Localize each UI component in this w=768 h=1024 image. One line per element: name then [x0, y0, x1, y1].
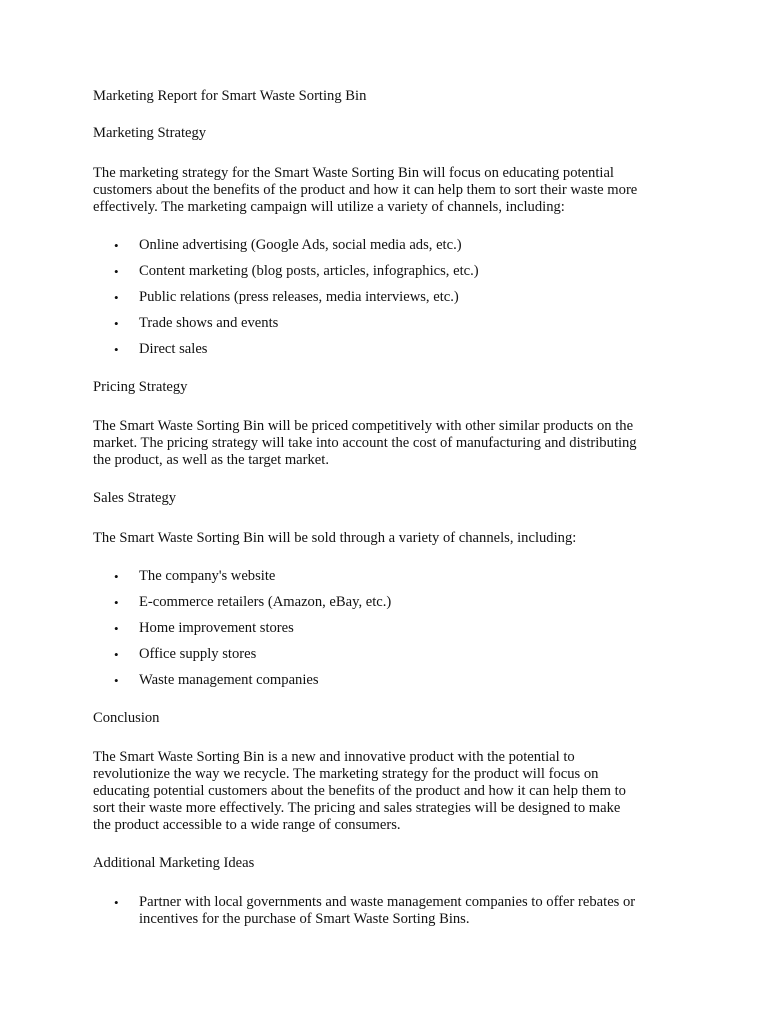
list-item — [0, 263, 768, 280]
paragraph-line: educating potential customers about the benefits of the product and how it can help them to — [93, 783, 626, 799]
list-item-text: Trade shows and events — [139, 315, 279, 331]
list-item — [0, 672, 768, 689]
list-item-text: Content marketing (blog posts, articles, infographics, etc.) — [139, 263, 479, 279]
marketing-strategy-intro — [93, 165, 683, 216]
list-item-text: E-commerce retailers (Amazon, eBay, etc.) — [139, 594, 392, 610]
paragraph-line: The Smart Waste Sorting Bin will be sold through a variety of channels, including: — [93, 530, 577, 546]
bullet-icon: • — [114, 895, 119, 910]
paragraph-line: The marketing strategy for the Smart Waste Sorting Bin will focus on educating potential — [93, 165, 614, 181]
list-item-text: incentives for the purchase of Smart Waste Sorting Bins. — [139, 911, 470, 927]
paragraph-line: customers about the benefits of the product and how it can help them to sort their waste more — [93, 182, 638, 198]
paragraph-line: market. The pricing strategy will take into account the cost of manufacturing and distributing — [93, 435, 637, 451]
sales-channels-list — [0, 568, 768, 689]
paragraph-line: revolutionize the way we recycle. The marketing strategy for the product will focus on — [93, 766, 599, 782]
list-item-text: Home improvement stores — [139, 620, 294, 636]
list-item-text: Online advertising (Google Ads, social media ads, etc.) — [139, 237, 462, 253]
list-item — [0, 894, 768, 928]
bullet-icon: • — [114, 316, 119, 331]
paragraph-line: The Smart Waste Sorting Bin will be priced competitively with other similar products on the — [93, 418, 634, 434]
marketing-channels-list — [0, 237, 768, 358]
pricing-strategy-heading: Pricing Strategy — [93, 379, 188, 395]
marketing-strategy-heading: Marketing Strategy — [93, 125, 207, 141]
paragraph-line: the product, as well as the target market. — [93, 452, 329, 468]
paragraph-line: sort their waste more effectively. The pricing and sales strategies will be designed to make — [93, 800, 621, 816]
additional-ideas-list — [0, 894, 768, 928]
bullet-icon: • — [114, 673, 119, 688]
document-title: Marketing Report for Smart Waste Sorting Bin — [93, 88, 367, 104]
list-item-text: Public relations (press releases, media interviews, etc.) — [139, 289, 459, 305]
bullet-icon: • — [114, 569, 119, 584]
sales-strategy-intro — [93, 530, 683, 547]
list-item — [0, 594, 768, 611]
bullet-icon: • — [114, 238, 119, 253]
list-item-text: Office supply stores — [139, 646, 257, 662]
paragraph-line: The Smart Waste Sorting Bin is a new and innovative product with the potential to — [93, 749, 575, 765]
sales-strategy-heading: Sales Strategy — [93, 490, 177, 506]
list-item — [0, 568, 768, 585]
bullet-icon: • — [114, 264, 119, 279]
list-item-text: Waste management companies — [139, 672, 319, 688]
pricing-strategy-body — [93, 418, 683, 469]
list-item — [0, 646, 768, 663]
list-item — [0, 620, 768, 637]
list-item — [0, 237, 768, 254]
list-item — [0, 341, 768, 358]
conclusion-body — [93, 749, 683, 834]
bullet-icon: • — [114, 595, 119, 610]
list-item — [0, 315, 768, 332]
list-item-text: Direct sales — [139, 341, 208, 357]
paragraph-line: the product accessible to a wide range of consumers. — [93, 817, 401, 833]
list-item-text: Partner with local governments and waste management companies to offer rebates or — [139, 894, 636, 910]
list-item-text: The company's website — [139, 568, 276, 584]
paragraph-line: effectively. The marketing campaign will utilize a variety of channels, including: — [93, 199, 565, 215]
bullet-icon: • — [114, 290, 119, 305]
conclusion-heading: Conclusion — [93, 710, 160, 726]
additional-ideas-heading: Additional Marketing Ideas — [93, 855, 255, 871]
bullet-icon: • — [114, 621, 119, 636]
bullet-icon: • — [114, 647, 119, 662]
list-item — [0, 289, 768, 306]
bullet-icon: • — [114, 342, 119, 357]
